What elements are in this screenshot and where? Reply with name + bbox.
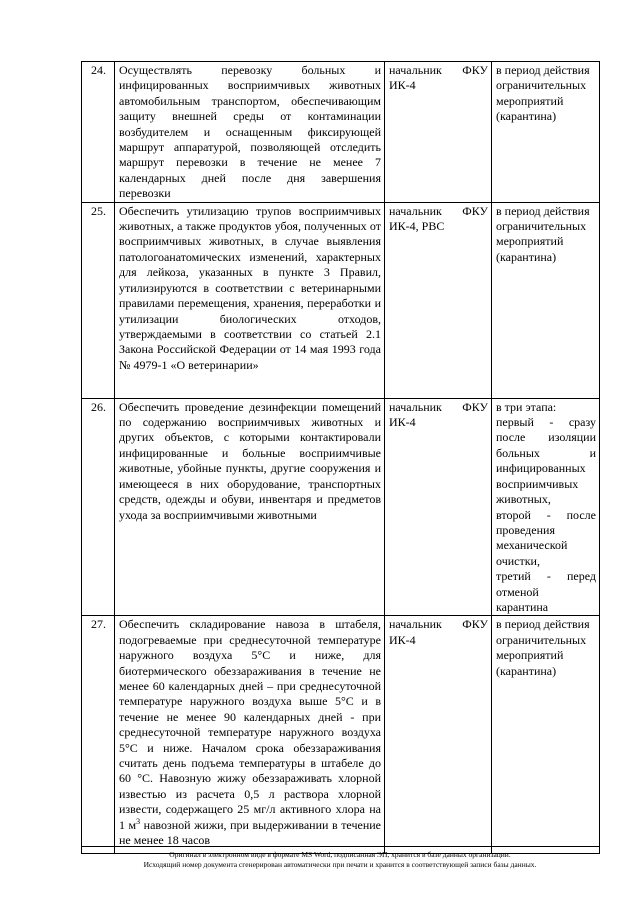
table-row: [82, 202, 600, 398]
term-line: первый - сразу: [496, 415, 596, 430]
row-responsible: [385, 62, 492, 203]
term-line: ограничительных: [496, 632, 587, 647]
responsible-line: ИК-4: [389, 78, 416, 93]
page-footer: [81, 846, 599, 870]
row-term: [492, 398, 600, 616]
table-row: [82, 398, 600, 616]
term-line: (карантина): [496, 109, 557, 124]
action-text: навозной жижи, при выдерживании в течение не менее 18 часов: [119, 817, 381, 848]
term-line: проведения: [496, 522, 555, 537]
term-line: второй - после: [496, 507, 596, 522]
term-line: ограничительных: [496, 219, 587, 234]
responsible-line: начальник ФКУ: [389, 399, 488, 414]
term-line: (карантина): [496, 249, 557, 264]
term-line: мероприятий: [496, 648, 564, 663]
row-number: 26.: [82, 398, 115, 616]
term-line: мероприятий: [496, 234, 564, 249]
responsible-line: ИК-4: [389, 632, 416, 647]
term-line: больных и: [496, 445, 596, 460]
responsible-line: начальник ФКУ: [389, 203, 488, 218]
row-term: [492, 202, 600, 398]
term-line: очистки,: [496, 553, 540, 568]
row-number: 27.: [82, 616, 115, 854]
row-responsible: [385, 616, 492, 854]
superscript: 3: [136, 816, 141, 826]
table-row: [82, 62, 600, 203]
term-line: отменой: [496, 584, 539, 599]
footer-line: Оригинал в электронном виде в формате MS Word, подписанная ЭП, хранится в базе данных организации.: [169, 850, 511, 859]
footer-line: Исходящий номер документа сгенерирован автоматически при печати и хранится в соответствующей записи базы данных.: [143, 860, 537, 869]
measures-table: [81, 61, 600, 854]
responsible-line: начальник ФКУ: [389, 617, 488, 632]
row-action: Осуществлять перевозку больных и инфицированных восприимчивых животных автомобильным транспортом, обеспечивающим защиту внешней среды от контаминации возбудителем и оснащенным фиксирующей маршрут аппаратурой, позволяющей отследить маршрут перевозки в течение не менее 7 календарных дней после дня завершения перевозки: [115, 62, 385, 203]
term-line: в период действия: [496, 63, 590, 77]
responsible-line: начальник ФКУ: [389, 63, 488, 77]
responsible-line: ИК-4, РВС: [389, 219, 445, 234]
table-row: [82, 616, 600, 854]
row-number: 25.: [82, 202, 115, 398]
row-action: [115, 616, 385, 854]
term-line: в период действия: [496, 203, 590, 218]
row-action: Обеспечить проведение дезинфекции помещений по содержанию восприимчивых животных и других объектов, с которыми контактировали инфицированные и больные восприимчивые животные, убойные пункты, другие сооружения и имеющееся в них оборудование, транспортных средств, одежды и обуви, инвентаря и предметов ухода за восприимчивыми животными: [115, 398, 385, 616]
row-responsible: [385, 398, 492, 616]
term-line: в период действия: [496, 617, 590, 632]
term-line: третий - перед: [496, 569, 596, 584]
term-line: в три этапа:: [496, 399, 557, 414]
term-line: после изоляции: [496, 430, 596, 445]
term-line: восприимчивых: [496, 476, 579, 491]
row-term: [492, 62, 600, 203]
term-line: ограничительных: [496, 78, 587, 93]
row-number: 24.: [82, 62, 115, 203]
row-term: [492, 616, 600, 854]
term-line: животных,: [496, 492, 551, 507]
responsible-line: ИК-4: [389, 415, 416, 430]
term-line: инфицированных: [496, 461, 586, 476]
term-line: карантина: [496, 599, 549, 614]
action-text: Обеспечить складирование навоза в штабеля, подогреваемые при среднесуточной температуре наружного воздуха 5°С и ниже, для биотермического обеззараживания в течение не менее 60 календарных дней – при среднесуточной температуре наружного воздуха выше 5°С и в течение не менее 90 календарных дней - при среднесуточной температуре наружного воздуха 5°С и ниже. Началом срока обеззараживания считать день подъема температуры в штабеле до 60 °С. Навозную жижу обеззараживать хлорной известью из расчета 0,5 л раствора хлорной извести, содержащего 25 мг/л активного хлора на 1 м: [119, 617, 381, 832]
term-line: (карантина): [496, 663, 557, 678]
row-responsible: [385, 202, 492, 398]
term-line: механической: [496, 538, 568, 553]
row-action: Обеспечить утилизацию трупов восприимчивых животных, а также продуктов убоя, полученных от восприимчивых животных, в случае выявления патологоанатомических изменений, характерных для лейкоза, указанных в пункте 3 Правил, утилизируются в соответствии с ветеринарными правилами перемещения, хранения, переработки и утилизации биологических отходов, утверждаемыми в соответствии со статьей 2.1 Закона Российской Федерации от 14 мая 1993 года № 4979-1 «О ветеринарии»: [115, 202, 385, 398]
term-line: мероприятий: [496, 93, 564, 108]
